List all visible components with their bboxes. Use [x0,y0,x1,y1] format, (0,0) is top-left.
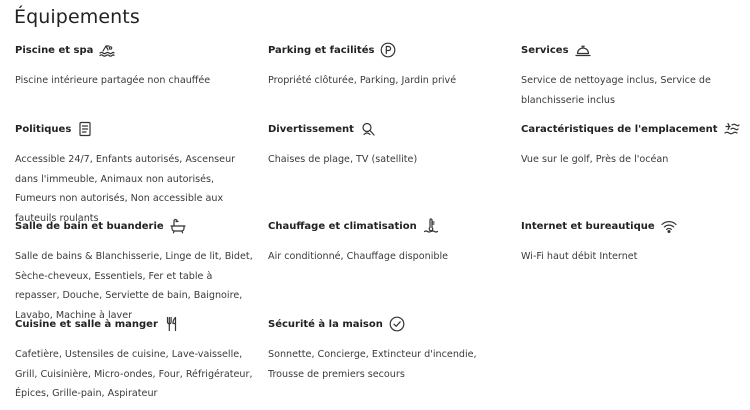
section-policies [15,120,255,228]
section-text: Cafetière, Ustensiles de cuisine, Lave-vaisselle, Grill, Cuisinière, Micro-ondes, Four, Réfrigérateur, Épices, Grille-pain, Aspirateur [15,349,253,400]
section-services [521,41,750,110]
section-security [268,315,508,384]
section-title: Chauffage et climatisation [268,220,417,232]
section-title: Politiques [15,123,72,135]
section-text: Sonnette, Concierge, Extincteur d'incendie, Trousse de premiers secours [268,349,477,380]
section-text: Wi-Fi haut débit Internet [521,251,638,262]
service-bell-icon [575,42,591,58]
section-title: Caractéristiques de l'emplacement [521,123,718,135]
section-kitchen [15,315,255,404]
section-entertainment [268,120,508,170]
parking-icon [380,42,396,58]
section-pool-spa [15,41,255,91]
section-text: Air conditionné, Chauffage disponible [268,251,449,262]
section-title: Salle de bain et buanderie [15,220,164,232]
section-text: Service de nettoyage inclus, Service de blanchisserie inclus [521,75,711,106]
entertainment-icon [360,121,376,137]
pool-icon [99,42,115,58]
section-internet [521,217,750,267]
section-bathroom [15,217,255,325]
section-title: Parking et facilités [268,44,375,56]
section-title: Services [521,44,569,56]
document-icon [77,121,93,137]
section-text: Salle de bains & Blanchisserie, Linge de lit, Bidet, Sèche-cheveux, Essentiels, Fer et table à repasser, Douche, Serviette de bain, Baignoire, Lavabo, Machine à laver [15,251,253,321]
utensils-icon [164,316,180,332]
section-text: Vue sur le golf, Près de l'océan [521,154,669,165]
bathtub-icon [170,218,186,234]
section-location [521,120,750,170]
check-circle-icon [389,316,405,332]
section-title: Sécurité à la maison [268,318,383,330]
section-title: Piscine et spa [15,44,94,56]
section-parking [268,41,508,91]
section-title: Cuisine et salle à manger [15,318,158,330]
section-text: Chaises de plage, TV (satellite) [268,154,418,165]
section-text: Propriété clôturée, Parking, Jardin privé [268,75,457,86]
section-heating [268,217,508,267]
wifi-icon [661,218,677,234]
section-text: Piscine intérieure partagée non chauffée [15,75,211,86]
section-title: Divertissement [268,123,354,135]
section-title: Internet et bureautique [521,220,655,232]
section-text: Accessible 24/7, Enfants autorisés, Ascenseur dans l'immeuble, Animaux non autorisés, Fumeurs non autorisés, Non accessible aux fauteuils roulants [15,154,236,224]
location-waves-icon [724,121,740,137]
page-title: Équipements [14,6,140,28]
thermometer-icon [423,218,439,234]
